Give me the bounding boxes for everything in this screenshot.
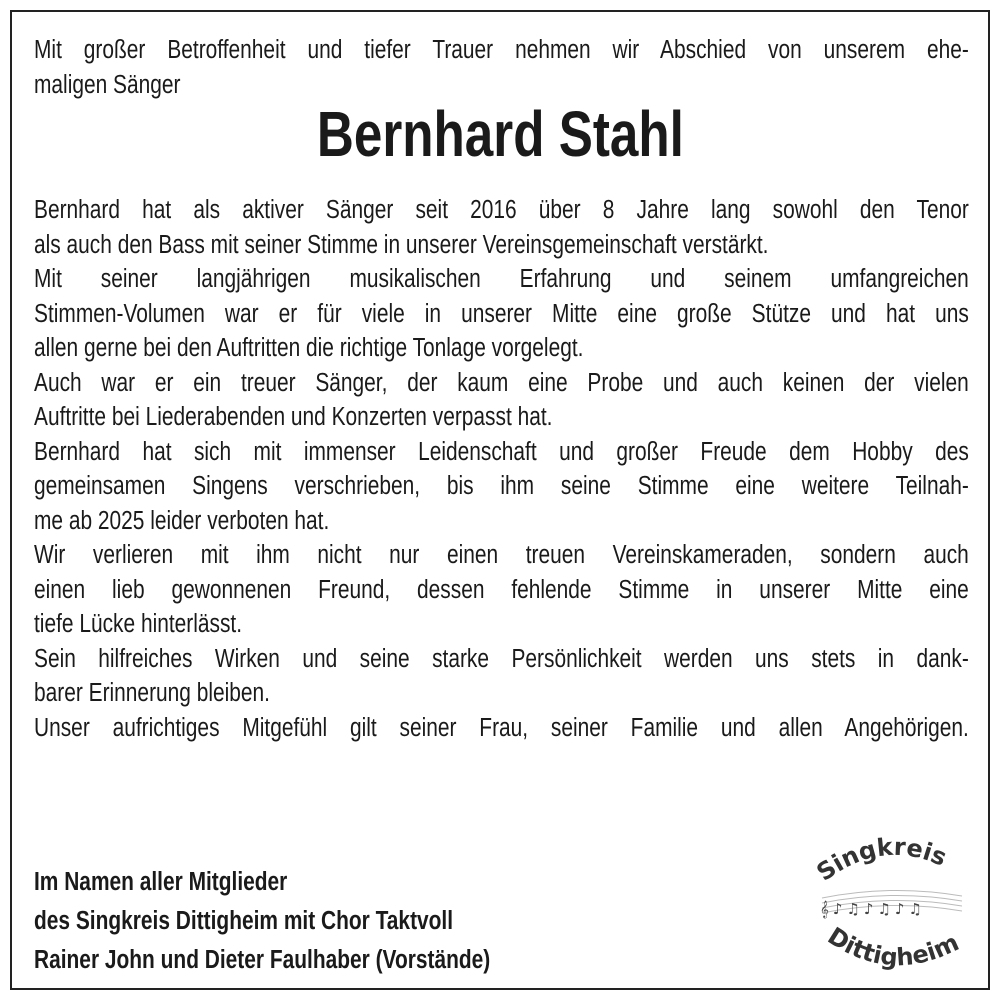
body-line: gemeinsamen Singens verschrieben, bis ihm seine Stimme eine weitere Teilnah- [34, 472, 969, 500]
intro-line: Mit großer Betroffenheit und tiefer Trauer nehmen wir Abschied von unserem ehe- [34, 36, 969, 64]
body-line: Bernhard hat als aktiver Sänger seit 2016 über 8 Jahre lang sowohl den Tenor [34, 196, 969, 224]
deceased-name [0, 98, 1000, 170]
deceased-name-text: Bernhard Stahl [316, 98, 684, 170]
body-line: als auch den Bass mit seiner Stimme in unserer Vereinsgemeinschaft verstärkt. [34, 230, 769, 259]
signature-line: Im Namen aller Mitglieder [34, 868, 288, 896]
signature [34, 863, 772, 980]
signature-line: Rainer John und Dieter Faulhaber (Vorstände) [34, 946, 491, 974]
singkreis-logo [812, 836, 972, 984]
body-line: tiefe Lücke hinterlässt. [34, 610, 243, 638]
logo-text-top: Singkreis [812, 836, 951, 887]
body-line: me ab 2025 leider verboten hat. [34, 506, 330, 535]
body-line: Mit seiner langjährigen musikalischen Erfahrung und seinem umfangreichen [34, 265, 969, 293]
body-line: Wir verlieren mit ihm nicht nur einen treuen Vereinskameraden, sondern auch [34, 541, 969, 569]
logo-text-bottom: Dittigheim [822, 921, 964, 972]
music-notes-icon: 𝄞♪♫♪♫♪♫ [820, 900, 926, 918]
signature-line: des Singkreis Dittigheim mit Chor Taktvoll [34, 907, 454, 935]
body-line: Unser aufrichtiges Mitgefühl gilt seiner Frau, seiner Familie und allen Angehörigen. [34, 713, 969, 742]
obituary-body [34, 193, 969, 745]
svg-text:Singkreis [812, 836, 951, 887]
body-line: Bernhard hat sich mit immenser Leidenschaft und großer Freude dem Hobby des [34, 437, 969, 466]
body-line: Auch war er ein treuer Sänger, der kaum eine Probe und auch keinen der vielen [34, 368, 969, 397]
body-line: einen lieb gewonnenen Freund, dessen fehlende Stimme in unserer Mitte eine [34, 575, 969, 604]
body-line: allen gerne bei den Auftritten die richtige Tonlage vorgelegt. [34, 334, 584, 362]
body-line: barer Erinnerung bleiben. [34, 679, 270, 707]
intro-text [34, 33, 969, 102]
body-line: Stimmen-Volumen war er für viele in unserer Mitte eine große Stütze und hat uns [34, 299, 969, 328]
intro-line: maligen Sänger [34, 70, 181, 99]
body-line: Sein hilfreiches Wirken und seine starke Persönlichkeit werden uns stets in dank- [34, 644, 969, 673]
svg-text:Dittigheim [823, 922, 963, 972]
body-line: Auftritte bei Liederabenden und Konzerten verpasst hat. [34, 403, 553, 431]
